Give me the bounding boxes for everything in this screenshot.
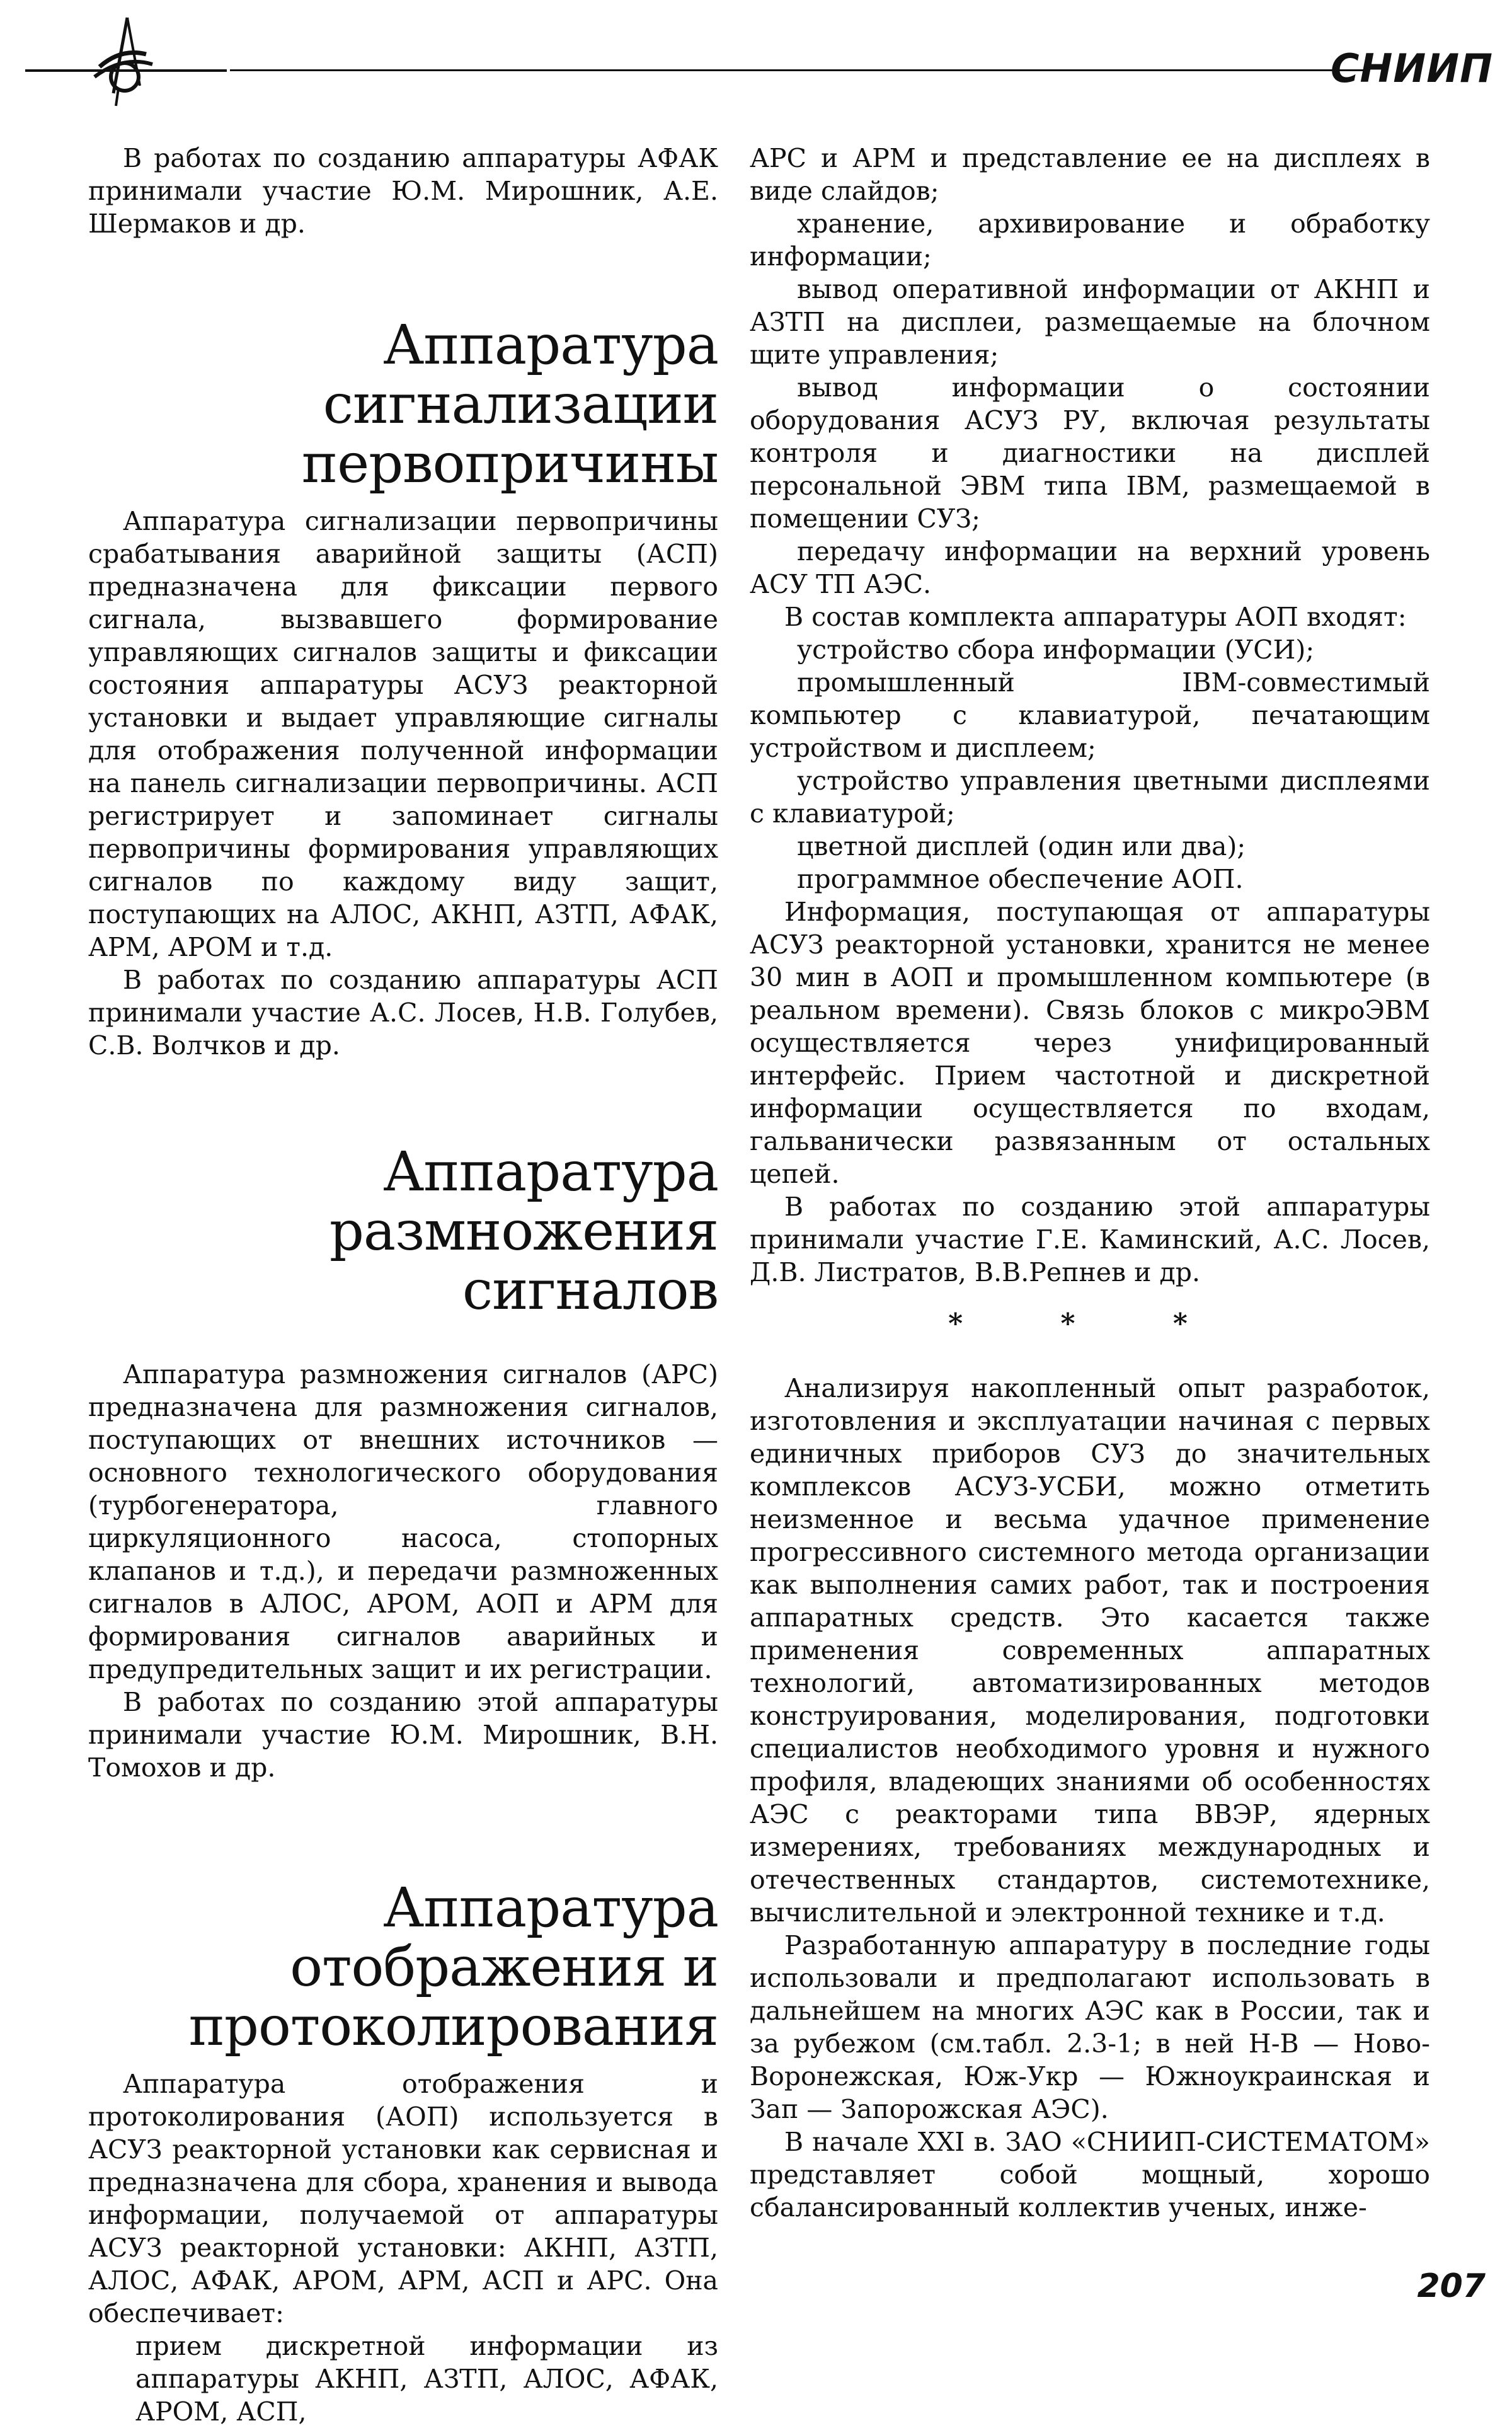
aop-function-item: прием дискретной информации из аппаратуры АКНП, АЗТП, АЛОС, АФАК, АРОМ, АСП, <box>135 2331 718 2427</box>
aop-composition-item: устройство сбора информации (УСИ); <box>797 635 1315 665</box>
asp-credits-paragraph: В работах по созданию аппаратуры АСП принимали участие А.С. Лосев, Н.В. Голубев, С.В. Волчков и др. <box>88 965 718 1061</box>
aop-composition-item: цветной дисплей (один или два); <box>797 831 1246 861</box>
aop-function-item: вывод информации о состоянии оборудования АСУЗ РУ, включая результаты контроля и диагностики на дисплей персональной ЭВМ типа IBM, размещаемой в помещении СУЗ; <box>750 372 1430 534</box>
ars-credits-paragraph: В работах по созданию этой аппаратуры принимали участие Ю.М. Мирошник, В.Н. Томохов и др. <box>88 1687 718 1783</box>
aop-function-item: вывод оперативной информации от АКНП и АЗТП на дисплеи, размещаемые на блочном щите управления; <box>750 274 1430 370</box>
afak-credits-paragraph: В работах по созданию аппаратуры АФАК принимали участие Ю.М. Мирошник, А.Е. Шермаков и др. <box>88 143 718 239</box>
aop-composition-item: программное обеспечение АОП. <box>797 864 1244 894</box>
section-separator: * * * <box>948 1308 1232 1340</box>
left-column <box>88 142 718 2428</box>
aop-credits-paragraph: В работах по созданию этой аппаратуры принимали участие Г.Е. Каминский, А.С. Лосев, Д.В. Листратов, В.В.Репнев и др. <box>750 1192 1430 1287</box>
page-number: 207 <box>1417 2267 1486 2305</box>
publisher-logo-icon <box>69 11 176 118</box>
aop-function-item-continued: АРС и АРМ и представление ее на дисплеях в виде слайдов; <box>750 143 1430 206</box>
aop-description-paragraph: Аппаратура отображения и протоколирования (АОП) используется в АСУЗ реакторной установки как сервисная и предназначена для сбора, хранения и вывода информации, получаемой от аппаратуры АСУЗ реакторной установки: АКНП, АЗТП, АЛОС, АФАК, АРОМ, АРМ, АСП и АРС. Она обеспечивает: <box>88 2069 718 2328</box>
running-head: СНИИП <box>1330 45 1493 91</box>
aop-composition-item: промышленный IBM-совместимый компьютер с клавиатурой, печатающим устройством и дисплеем; <box>750 667 1430 763</box>
company-paragraph: В начале XXI в. ЗАО «СНИИП-СИСТЕМАТОМ» представляет собой мощный, хорошо сбалансированный коллектив ученых, инже- <box>750 2127 1430 2223</box>
conclusion-paragraph: Анализируя накопленный опыт разработок, изготовления и эксплуатации начиная с первых единичных приборов СУЗ до значительных комплексов АСУЗ-УСБИ, можно отметить неизменное и весьма удачное применение прогрессивного системного метода организации как выполнения самих работ, так и построения аппаратных средств. Это касается также применения современных аппаратных технологий, автоматизированных методов конструирования, моделирования, подготовки специалистов необходимого уровня и нужного профиля, владеющих знаниями об особенностях АЭС с реакторами типа ВВЭР, ядерных измерениях, требованиях международных и отечественных стандартов, системотехнике, вычислительной и электронной технике и т.д. <box>750 1373 1430 1928</box>
section-heading-aop: Аппаратура отображения и протоколирования <box>188 1877 718 2058</box>
ars-description-paragraph: Аппаратура размножения сигналов (АРС) предназначена для размножения сигналов, поступающих от внешних источников — основного технологического оборудования (турбогенератора, главного циркуляционного насоса, стопорных клапанов и т.д.), и передачи размноженных сигналов в АЛОС, АРОМ, АОП и АРМ для формирования сигналов аварийных и предупредительных защит и их регистрации. <box>88 1359 718 1684</box>
right-column <box>750 142 1430 2224</box>
aop-composition-intro: В состав комплекта аппаратуры АОП входят: <box>784 602 1407 632</box>
usage-paragraph: Разработанную аппаратуру в последние годы использовали и предполагают использовать в дальнейшем на многих АЭС как в России, так и за рубежом (см.табл. 2.3-1; в ней Н-В — Ново-Воронежская, Юж-Укр — Южноукраинская и Зап — Запорожская АЭС). <box>750 1930 1430 2124</box>
aop-info-paragraph: Информация, поступающая от аппаратуры АСУЗ реакторной установки, хранится не менее 30 мин в АОП и промышленном компьютере (в реальном времени). Связь блоков с микроЭВМ осуществляется через унифицированный интерфейс. Прием частотной и дискретной информации осуществляется по входам, гальванически развязанным от остальных цепей. <box>750 897 1430 1189</box>
asp-description-paragraph: Аппаратура сигнализации первопричины срабатывания аварийной защиты (АСП) предназначена для фиксации первого сигнала, вызвавшего формирование управляющих сигналов защиты и фиксации состояния аппаратуры АСУЗ реакторной установки и выдает управляющие сигналы для отображения полученной информации на панель сигнализации первопричины. АСП регистрирует и запоминает сигналы первопричины формирования управляющих сигналов по каждому виду защит, поступающих на АЛОС, АКНП, АЗТП, АФАК, АРМ, АРОМ и т.д. <box>88 506 718 962</box>
aop-function-item: передачу информации на верхний уровень АСУ ТП АЭС. <box>750 536 1430 599</box>
section-heading-ars: Аппаратура размножения сигналов <box>329 1141 718 1322</box>
aop-composition-item: устройство управления цветными дисплеями с клавиатурой; <box>750 766 1430 829</box>
aop-function-item: хранение, архивирование и обработку информации; <box>750 209 1430 272</box>
header-rule-right <box>230 69 1364 71</box>
section-heading-asp: Аппаратура сигнализации первопричины <box>301 314 718 495</box>
